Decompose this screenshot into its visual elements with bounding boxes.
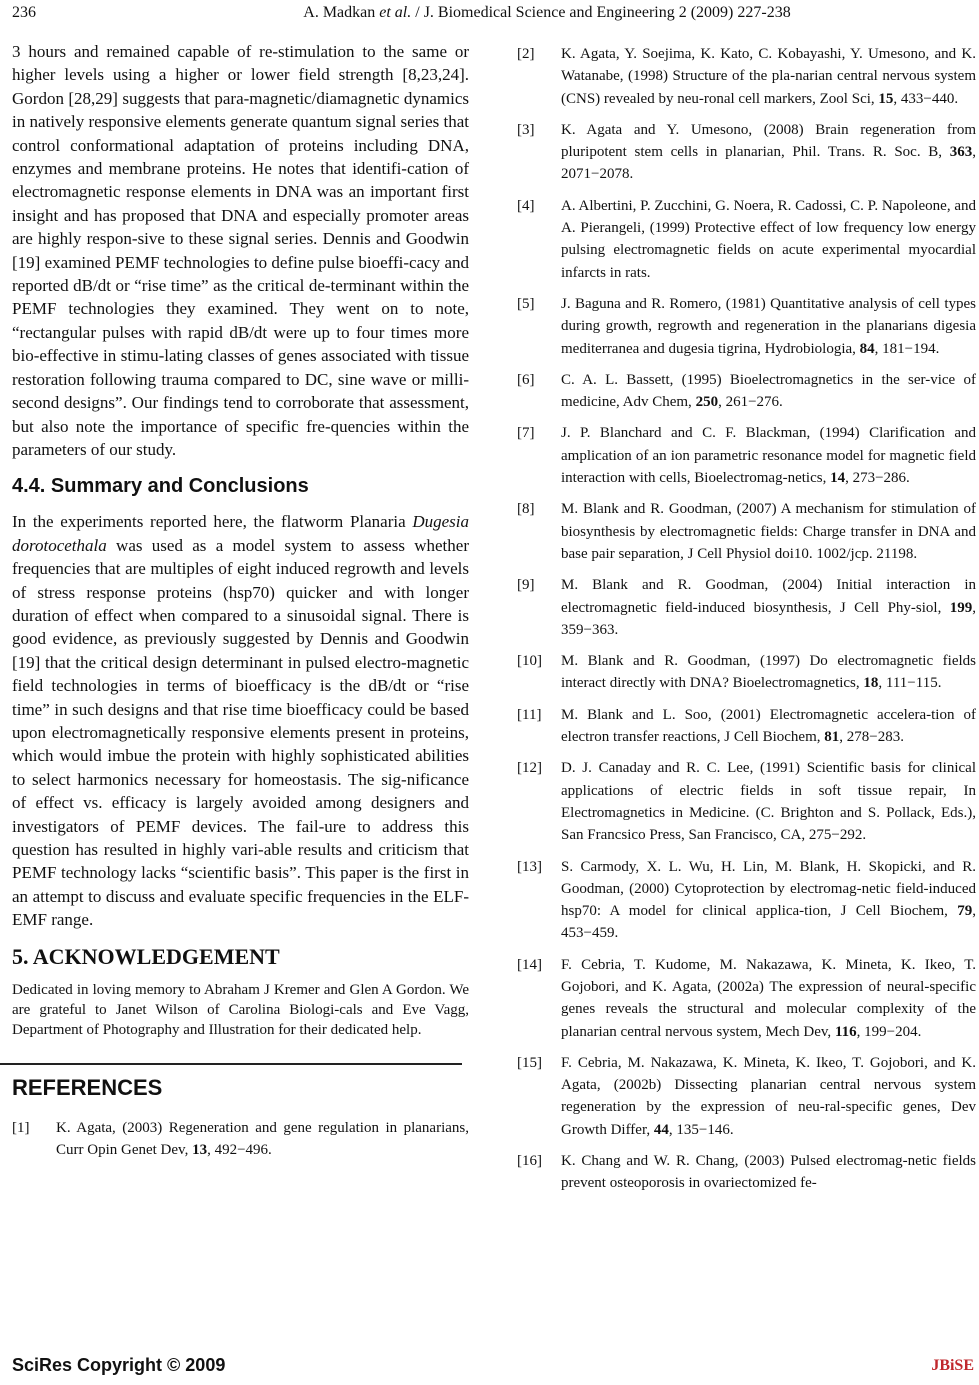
reference-item: [517, 757, 976, 846]
species-name: Dugesia dorotocethala: [12, 512, 469, 555]
references-heading: REFERENCES: [12, 1074, 163, 1100]
reference-text: [561, 293, 976, 360]
reference-volume: 84: [859, 340, 875, 357]
reference-number: [2]: [517, 46, 535, 62]
reference-volume: 81: [824, 729, 840, 746]
summary-heading: 4.4. Summary and Conclusions: [12, 475, 309, 498]
reference-volume: 18: [863, 675, 879, 692]
reference-volume: 116: [834, 1023, 857, 1040]
reference-item: [517, 1150, 976, 1195]
reference-pages: , 492−496.: [207, 1141, 272, 1158]
reference-text: [561, 498, 976, 565]
reference-number: [14]: [517, 956, 542, 973]
reference-item: [517, 43, 976, 110]
reference-volume: 79: [957, 903, 973, 920]
reference-text: [561, 650, 976, 695]
reference-citation: C. A. L. Bassett, (1995) Bioelectromagnetics in the ser-vice of medicine, Adv Chem,: [561, 371, 976, 411]
reference-citation: K. Agata, Y. Soejima, K. Kato, C. Kobayashi, Y. Umesono, and K. Watanabe, (1998) Structure of the pla-narian central nervous system (CNS) revealed by neu-ronal cell markers, Zool Sci,: [561, 46, 976, 107]
reference-citation: M. Blank and R. Goodman, (2004) Initial interaction in electromagnetic field-induced biosynthesis, J Cell Phy-siol,: [561, 577, 976, 616]
reference-number: [5]: [517, 295, 535, 312]
reference-number: [8]: [517, 501, 535, 518]
reference-item: [517, 422, 976, 489]
journal-logo: JBiSE: [931, 1357, 974, 1374]
reference-text: [561, 574, 976, 641]
reference-number: [12]: [517, 760, 542, 777]
left-column: [12, 40, 469, 1170]
references-list-left: [12, 1117, 469, 1162]
reference-citation: M. Blank and L. Soo, (2001) Electromagnetic accelera-tion of electron transfer reactions, J Cell Biochem,: [561, 706, 976, 746]
reference-number: [13]: [517, 858, 542, 875]
reference-text: [561, 1052, 976, 1141]
right-column: [517, 43, 976, 1204]
reference-pages: , 181−194.: [874, 340, 940, 357]
acknowledgement-heading: 5. ACKNOWLEDGEMENT: [12, 943, 280, 969]
reference-text: [561, 422, 976, 489]
reference-number: [15]: [517, 1054, 542, 1071]
reference-item: [12, 1117, 469, 1162]
summary-paragraph: [12, 510, 469, 931]
reference-number: [7]: [517, 425, 535, 442]
reference-pages: , 111−115.: [878, 675, 942, 692]
reference-number: [11]: [517, 706, 542, 723]
reference-citation: M. Blank and R. Goodman, (1997) Do electromagnetic fields interact directly with DNA? Bioelectromagnetics,: [561, 653, 976, 692]
reference-volume: 14: [830, 470, 846, 487]
section-divider: [0, 1063, 462, 1065]
reference-volume: 13: [192, 1141, 208, 1158]
reference-text: [561, 856, 976, 945]
reference-item: [517, 195, 976, 284]
copyright-notice: SciRes Copyright © 2009: [12, 1355, 226, 1375]
reference-number: [16]: [517, 1153, 542, 1170]
running-head-author: A. Madkan: [303, 4, 380, 21]
reference-volume: 15: [878, 90, 894, 107]
reference-citation: A. Albertini, P. Zucchini, G. Noera, R. Cadossi, C. P. Napoleone, and A. Pierangeli, (1999) Protective effect of low frequency low energy pulsing electromagnetic fields on acute experimental myocardial infarcts in rats.: [561, 197, 976, 281]
summary-text-start: In the experiments reported here, the flatworm Planaria: [12, 512, 413, 532]
reference-pages: , 135−146.: [668, 1121, 734, 1138]
reference-pages: , 261−276.: [718, 394, 783, 411]
reference-pages: , 199−204.: [856, 1023, 922, 1040]
reference-text: [56, 1117, 469, 1162]
reference-item: [517, 369, 976, 414]
summary-text-rest: was used as a model system to assess whether frequencies that are multiples of eight induced regrowth and levels of stress response proteins (hsp70) quicker and with longer duration of effect when compared to a sinusoidal signal. There is good evidence, as previously suggested by Dennis and Goodwin [19] that the critical design determinant in pulsed electro-magnetic field technologies in terms of bioefficacy is the dB/dt or “rise time” in such designs and that rise time bioefficacy could be based upon electromagnetically responsive elements present in proteins, which would imbue the protein with highly sophisticated abilities to select harmonics necessary for homeostasis. The sig-nificance of effect vs. efficacy is largely avoided among designers and investigators of PEMF devices. The fail-ure to address this question has resulted in highly vari-able results and criticism that PEMF technology lacks “scientific basis”. This paper is the first in an attempt to discuss and evaluate specific frequencies in the ELF-EMF range.: [12, 535, 469, 930]
reference-item: [517, 856, 976, 945]
running-head-etal: et al.: [379, 4, 412, 21]
reference-citation: K. Agata and Y. Umesono, (2008) Brain regeneration from pluripotent stem cells in planarian, Phil. Trans. R. Soc. B,: [561, 121, 976, 161]
reference-number: [9]: [517, 577, 535, 594]
reference-item: [517, 293, 976, 360]
reference-citation: J. P. Blanchard and C. F. Blackman, (1994) Clarification and amplication of an ion parametric resonance model for magnetic field interaction with cells, Bioelectromag-netics,: [561, 425, 976, 487]
reference-pages: , 2071−2078.: [561, 144, 976, 183]
reference-item: [517, 954, 976, 1043]
reference-pages: , 433−440.: [893, 90, 959, 107]
reference-citation: K. Agata, (2003) Regeneration and gene regulation in planarians, Curr Opin Genet Dev,: [56, 1119, 469, 1158]
reference-item: [517, 119, 976, 186]
intro-paragraph: 3 hours and remained capable of re-stimulation to the same or higher levels using a higher or lower field strength [8,23,24]. Gordon [28,29] suggests that para-magnetic/diamagnetic dynamics in natively responsive elements generate quantum signal series that control conformational adaptation of proteins including DNA, enzymes and membrane proteins. He notes that identifi-cation of electromagnetic response elements in DNA was an important first insight and has proposed that DNA and especially promoter areas are highly respon-sive to these signal series. Dennis and Goodwin [19] examined PEMF technologies to define pulse bioeffi-cacy and reported dB/dt or “rise time” as the critical de-terminant within the PEMF technologies they examined. They went on to note, “rectangular pulses with rapid dB/dt were up to four times more bio-effective in stimu-lating classes of genes associated with tissue restoration following trauma compared to DC, sine wave or milli-second designs”. Our findings tend to corroborate that assessment, but also note the importance of specific fre-quencies within the parameters of our study.: [12, 42, 469, 459]
reference-text: [561, 119, 976, 186]
running-head: [122, 2, 972, 24]
reference-citation: F. Cebria, T. Kudome, M. Nakazawa, K. Mineta, K. Ikeo, T. Gojobori, and K. Agata, (2002a) The expression of neural-specific genes reveals the structural and molecular complexity of the planarian central nervous system, Mech Dev,: [561, 956, 976, 1040]
reference-pages: , 278−283.: [839, 729, 904, 746]
reference-text: [561, 1150, 976, 1195]
reference-citation: J. Baguna and R. Romero, (1981) Quantitative analysis of cell types during growth, regrowth and regeneration in the planarians digesia mediterranea and dugesia tigrina, Hydrobiologia,: [561, 295, 976, 357]
reference-pages: , 453−459.: [561, 903, 976, 942]
reference-number: [10]: [517, 653, 542, 670]
reference-item: [517, 650, 976, 695]
acknowledgement-text: Dedicated in loving memory to Abraham J Kremer and Glen A Gordon. We are grateful to Janet Wilson of Carolina Biologi-cals and Eve Vagg, Department of Photography and Illustration for their dedicated help.: [12, 981, 469, 1039]
reference-text: [561, 954, 976, 1043]
reference-text: [561, 704, 976, 749]
reference-item: [517, 704, 976, 749]
reference-text: [561, 43, 976, 110]
reference-volume: 250: [695, 394, 719, 411]
reference-citation: D. J. Canaday and R. C. Lee, (1991) Scientific basis for clinical applications of electric fields in soft tissue repair, In Electromagnetics in Medicine. (C. Brighton and S. Pollack, Eds.), San Francsico Press, San Francisco, CA, 275−292.: [561, 760, 976, 844]
reference-text: [561, 195, 976, 284]
reference-number: [4]: [517, 197, 535, 214]
reference-volume: 44: [653, 1121, 669, 1138]
reference-citation: M. Blank and R. Goodman, (2007) A mechanism for stimulation of biosynthesis by electromagnetic fields: Charge transfer in DNA and base pair separation, J Cell Physiol doi10. 1002/jcp. 21198.: [561, 501, 976, 562]
page-footer: [12, 1355, 974, 1376]
reference-pages: , 359−363.: [561, 599, 976, 638]
reference-number: [1]: [12, 1119, 30, 1136]
reference-citation: K. Chang and W. R. Chang, (2003) Pulsed electromag-netic fields prevent osteoporosis in ovariectomized fe-: [561, 1153, 976, 1192]
running-head-journal: / J. Biomedical Science and Engineering 2 (2009) 227-238: [411, 4, 791, 21]
reference-item: [517, 1052, 976, 1141]
references-list-right: [517, 43, 976, 1195]
reference-volume: 363: [949, 144, 973, 161]
reference-pages: , 273−286.: [845, 470, 910, 487]
reference-volume: 199: [949, 599, 973, 616]
reference-item: [517, 574, 976, 641]
page-number: 236: [12, 4, 36, 21]
reference-number: [3]: [517, 121, 535, 138]
reference-text: [561, 369, 976, 414]
reference-citation: F. Cebria, M. Nakazawa, K. Mineta, K. Ikeo, T. Gojobori, and K. Agata, (2002b) Dissecting planarian central nervous system regeneration by the expression of neu-ral-specific genes, Dev Growth Differ,: [561, 1054, 976, 1138]
reference-item: [517, 498, 976, 565]
reference-text: [561, 757, 976, 846]
reference-number: [6]: [517, 371, 535, 388]
reference-citation: S. Carmody, X. L. Wu, H. Lin, M. Blank, H. Skopicki, and R. Goodman, (2000) Cytoprotection by electromag-netic field-induced hsp70: A model for clinical applica-tion, J Cell Biochem,: [561, 858, 976, 920]
